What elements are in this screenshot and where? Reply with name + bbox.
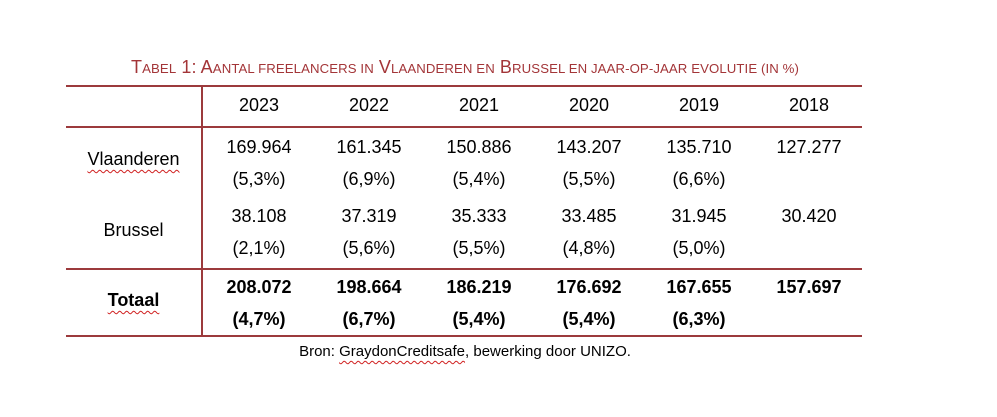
bottom-rule: [66, 335, 862, 337]
header-rule: [66, 126, 862, 128]
table-cell-change: (5,6%): [342, 238, 396, 258]
total-rule: [66, 268, 862, 270]
table-cell-change: (4,8%): [562, 238, 616, 258]
table-cell-value: 186.219: [446, 277, 512, 297]
column-header-year: 2021: [458, 95, 500, 115]
top-rule: [66, 85, 862, 87]
column-header-year: 2022: [348, 95, 390, 115]
table-cell-change: (6,3%): [672, 309, 726, 329]
table-cell-value: 208.072: [226, 277, 292, 297]
source-note: [0, 343, 930, 360]
caption-part: RUSSEL EN JAAR-OP-JAAR EVOLUTIE (IN %): [512, 61, 799, 76]
table-cell-value: 161.345: [336, 137, 402, 157]
row-label: Vlaanderen: [87, 149, 180, 169]
table-cell-change: (5,0%): [672, 238, 726, 258]
table-cell-value: 30.420: [781, 206, 837, 226]
table-cell-value: 143.207: [556, 137, 622, 157]
table-cell-value: 167.655: [666, 277, 732, 297]
column-header-year: 2019: [678, 95, 720, 115]
table-cell-value: 37.319: [341, 206, 397, 226]
caption-part: T: [131, 57, 143, 77]
table-cell-change: (4,7%): [232, 309, 286, 329]
caption-part: LAANDEREN EN: [391, 61, 495, 76]
table-cell-change: (5,4%): [452, 309, 506, 329]
table-cell-change: (5,4%): [562, 309, 616, 329]
table-cell-value: 35.333: [451, 206, 507, 226]
table-cell-value: 150.886: [446, 137, 512, 157]
table-cell-change: (5,3%): [232, 169, 286, 189]
row-label: Brussel: [103, 220, 164, 240]
table-cell-change: (5,4%): [452, 169, 506, 189]
caption-part: 1: A: [176, 57, 213, 77]
table-cell-value: 127.277: [776, 137, 842, 157]
table-cell-change: (6,9%): [342, 169, 396, 189]
table-cell-change: (6,6%): [672, 169, 726, 189]
caption-part: B: [494, 57, 513, 77]
table-cell-change: (5,5%): [562, 169, 616, 189]
table-cell-change: (6,7%): [342, 309, 396, 329]
source-suffix: , bewerking door UNIZO.: [465, 343, 631, 360]
table-cell-value: 38.108: [231, 206, 287, 226]
table-cell-value: 135.710: [666, 137, 732, 157]
column-divider: [201, 85, 203, 337]
table-cell-change: (5,5%): [452, 238, 506, 258]
column-header-year: 2020: [568, 95, 610, 115]
caption-part: ANTAL FREELANCERS IN: [212, 61, 374, 76]
table-cell-value: 176.692: [556, 277, 622, 297]
table-cell-change: (2,1%): [232, 238, 286, 258]
caption-part: ABEL: [142, 61, 177, 76]
table-cell-value: 169.964: [226, 137, 292, 157]
source-name: GraydonCreditsafe: [339, 343, 466, 360]
table-caption: [0, 57, 930, 78]
column-header-year: 2018: [788, 95, 830, 115]
table-cell-value: 157.697: [776, 277, 842, 297]
table-cell-value: 33.485: [561, 206, 617, 226]
row-label: Totaal: [107, 290, 160, 310]
source-prefix: Bron:: [299, 343, 340, 360]
column-header-year: 2023: [238, 95, 280, 115]
table-cell-value: 198.664: [336, 277, 402, 297]
table-cell-value: 31.945: [671, 206, 727, 226]
caption-part: V: [373, 57, 392, 77]
